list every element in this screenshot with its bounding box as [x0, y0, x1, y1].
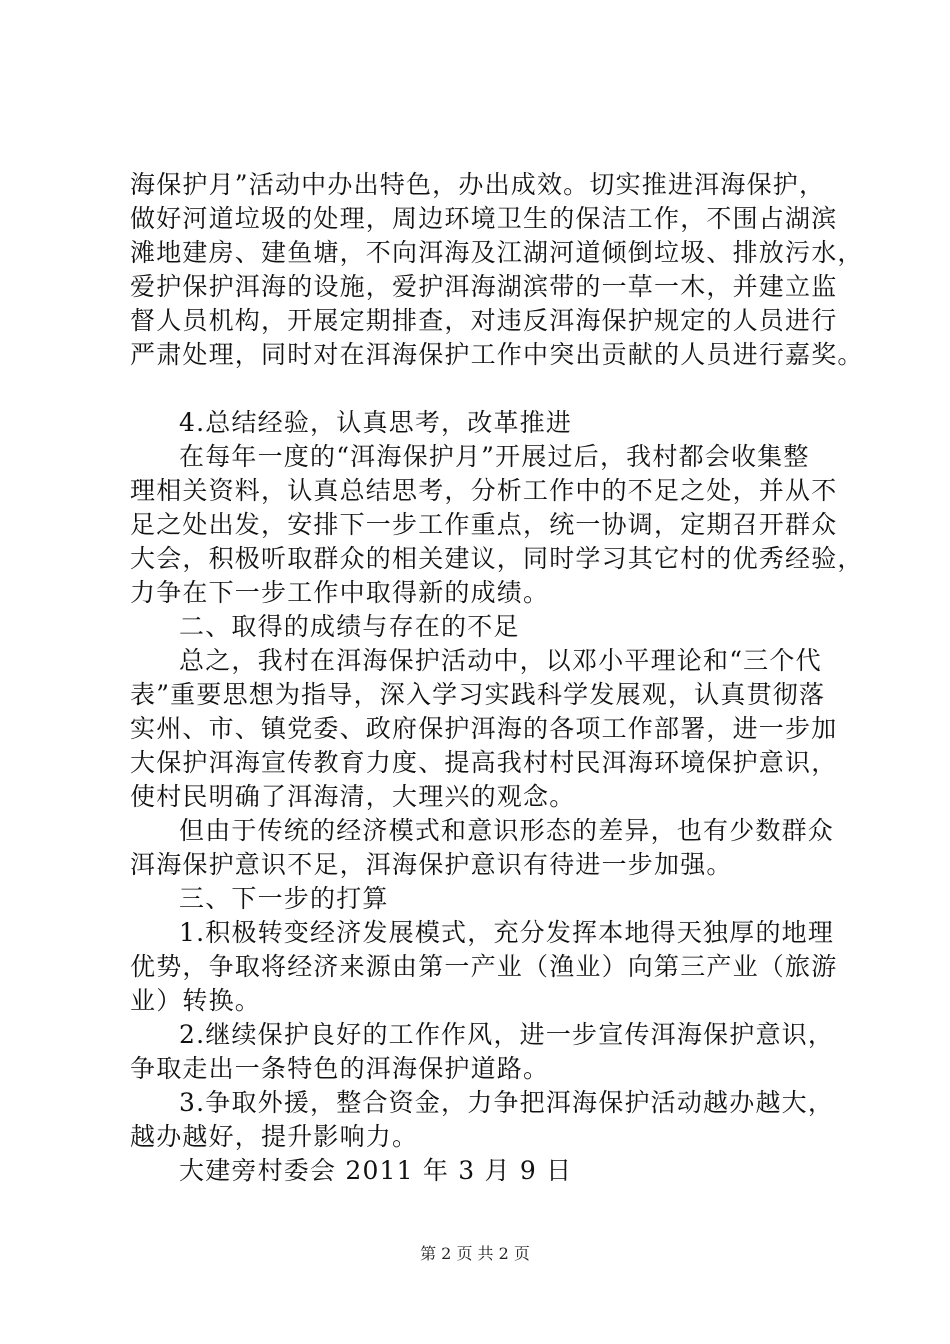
text-line: 1.积极转变经济发展模式，充分发挥本地得天独厚的地理 — [179, 918, 835, 947]
text-line: 总之，我村在洱海保护活动中，以邓小平理论和“三个代 — [179, 646, 822, 675]
text-line: 爱护保护洱海的设施，爱护洱海湖滨带的一草一木，并建立监 — [130, 272, 838, 301]
text-line: 二、取得的成绩与存在的不足 — [179, 612, 520, 641]
text-line: 越办越好，提升影响力。 — [130, 1122, 419, 1151]
text-line: 优势，争取将经济来源由第一产业（渔业）向第三产业（旅游 — [130, 952, 838, 981]
text-line: 督人员机构，开展定期排查，对违反洱海保护规定的人员进行 — [130, 306, 838, 335]
text-line: 实州、市、镇党委、政府保护洱海的各项工作部署，进一步加 — [130, 714, 838, 743]
text-line: 在每年一度的“洱海保护月”开展过后，我村都会收集整 — [179, 442, 810, 471]
text-line: 使村民明确了洱海清，大理兴的观念。 — [130, 782, 576, 811]
text-line: 3.争取外援，整合资金，力争把洱海保护活动越办越大， — [179, 1088, 835, 1117]
text-line: 海保护月”活动中办出特色，办出成效。切实推进洱海保护， — [130, 170, 826, 199]
text-line: 4.总结经验，认真思考，改革推进 — [179, 408, 573, 437]
text-line: 理相关资料，认真总结思考，分析工作中的不足之处，并从不 — [130, 476, 838, 505]
page-footer: 第 2 页 共 2 页 — [420, 1244, 530, 1263]
text-line: 严肃处理，同时对在洱海保护工作中突出贡献的人员进行嘉奖。 — [130, 340, 864, 369]
text-line: 三、下一步的打算 — [179, 884, 389, 913]
text-line: 洱海保护意识不足，洱海保护意识有待进一步加强。 — [130, 850, 733, 879]
blank-line — [130, 372, 850, 406]
text-line: 争取走出一条特色的洱海保护道路。 — [130, 1054, 550, 1083]
text-line: 大会，积极听取群众的相关建议，同时学习其它村的优秀经验， — [130, 544, 864, 573]
text-line: 业）转换。 — [130, 986, 262, 1015]
text-line: 足之处出发，安排下一步工作重点，统一协调，定期召开群众 — [130, 510, 838, 539]
document-body — [130, 168, 864, 1188]
text-line: 大建旁村委会 2011 年 3 月 9 日 — [179, 1156, 573, 1185]
text-line: 力争在下一步工作中取得新的成绩。 — [130, 578, 550, 607]
text-line: 滩地建房、建鱼塘，不向洱海及江湖河道倾倒垃圾、排放污水， — [130, 238, 864, 267]
text-line: 但由于传统的经济模式和意识形态的差异，也有少数群众 — [179, 816, 835, 845]
text-line: 大保护洱海宣传教育力度、提高我村村民洱海环境保护意识， — [130, 748, 838, 777]
text-line: 做好河道垃圾的处理，周边环境卫生的保洁工作，不围占湖滨 — [130, 204, 838, 233]
text-line: 表”重要思想为指导，深入学习实践科学发展观，认真贯彻落 — [130, 680, 826, 709]
text-line: 2.继续保护良好的工作作风，进一步宣传洱海保护意识， — [179, 1020, 835, 1049]
